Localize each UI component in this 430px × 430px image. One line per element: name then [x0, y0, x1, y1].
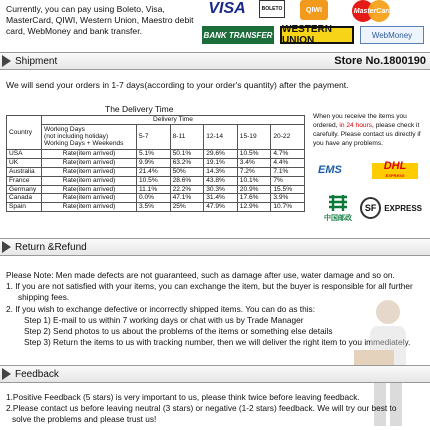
rate-cell: 20.9%: [237, 185, 271, 194]
table-subheader-row: [7, 124, 305, 149]
rate-cell: 9.9%: [137, 158, 171, 167]
rate-cell: 15.5%: [271, 185, 305, 194]
rate-cell: 21.4%: [137, 167, 171, 176]
arrow-right-icon: [2, 241, 11, 253]
table-row: [7, 185, 305, 194]
feedback-text: [6, 392, 428, 425]
country-cell: France: [7, 176, 42, 185]
table-row: [7, 203, 305, 212]
qiwi-logo: QIWI: [300, 0, 328, 20]
receive-note-highlight: in 24 hours: [339, 122, 373, 129]
country-cell: USA: [7, 149, 42, 158]
rate-cell: 3.5%: [137, 203, 171, 212]
rate-cell: 63.2%: [170, 158, 204, 167]
rate-cell: 3.4%: [237, 158, 271, 167]
rate-cell: 3.9%: [271, 194, 305, 203]
country-cell: Australia: [7, 167, 42, 176]
visa-logo: VISA: [208, 0, 246, 17]
rate-cell: 31.4%: [204, 194, 238, 203]
country-cell: Canada: [7, 194, 42, 203]
return-step2: Step 2) Send photos to us about the problems of the items or something else details: [24, 326, 333, 337]
country-cell: Germany: [7, 185, 42, 194]
sf-express-text: EXPRESS: [384, 203, 422, 213]
table-row: [7, 176, 305, 185]
table-header-country: Country: [7, 116, 42, 150]
sf-circle-icon: [360, 197, 381, 219]
dhl-express-text: EXPRESS: [385, 173, 405, 178]
rate-cell: 14.3%: [204, 167, 238, 176]
table-header-row: [7, 116, 305, 125]
rate-cell: 4.4%: [271, 158, 305, 167]
boleto-logo-text: BOLETO: [261, 6, 283, 12]
rate-cell: 5.1%: [137, 149, 171, 158]
mastercard-logo-text: MasterCard: [353, 7, 393, 15]
payment-text: Currently, you can pay using Boleto, Visa, MasterCard, QIWI, Western Union, Maestro debit card, WebMoney and bank transfer.: [6, 4, 194, 36]
rate-cell: 50%: [170, 167, 204, 176]
rate-label-cell: Rate(item arrived): [42, 185, 137, 194]
weekends-label: Working Days + Weekends: [44, 140, 124, 148]
rate-cell: 50.1%: [170, 149, 204, 158]
return-step1: Step 1) E-mail to us within 7 working days or chat with us by Trade Manager: [24, 314, 304, 325]
rate-cell: 7.2%: [237, 167, 271, 176]
rate-cell: 7.1%: [271, 167, 305, 176]
return-refund-title: Return &Refund: [15, 242, 87, 253]
return-p2: 2. If you wish to exchange defective or incorrectly shipped items. You can do as this:: [6, 303, 316, 314]
rate-cell: 25%: [170, 203, 204, 212]
rate-cell: 12.9%: [237, 203, 271, 212]
table-header-delivery: Delivery Time: [42, 116, 305, 125]
table-row: [7, 149, 305, 158]
china-post-logo: [320, 190, 356, 226]
return-refund-header: [0, 238, 430, 256]
range-cell: 12-14: [204, 124, 238, 149]
rate-cell: 0.0%: [137, 194, 171, 203]
rate-cell: 47.1%: [170, 194, 204, 203]
rate-label-cell: Rate(item arrived): [42, 176, 137, 185]
rate-cell: 29.6%: [204, 149, 238, 158]
arrow-right-icon: [2, 368, 11, 380]
shipment-title: Shipment: [15, 56, 58, 67]
rate-label-cell: Rate(item arrived): [42, 158, 137, 167]
return-p1b: shipping fees.: [18, 292, 70, 303]
rate-label-cell: Rate(item arrived): [42, 167, 137, 176]
sf-express-logo: [360, 195, 422, 221]
sf-text: SF: [364, 203, 377, 213]
receive-note-b: , please check it carefully. Please contact us directly if you have any problems.: [313, 122, 421, 147]
feedback-p2b: solve the problems and please trust us!: [12, 414, 157, 424]
feedback-header: [0, 365, 430, 383]
shipment-header: [0, 52, 430, 70]
china-post-emblem-icon: [327, 193, 349, 213]
rate-cell: 4.7%: [271, 149, 305, 158]
range-cell: 20-22: [271, 124, 305, 149]
rate-label-cell: Rate(item arrived): [42, 149, 137, 158]
table-working-days: [42, 124, 137, 149]
dhl-logo-text: DHL: [383, 160, 407, 172]
rate-cell: 10.5%: [137, 176, 171, 185]
boleto-logo: [259, 0, 285, 18]
country-cell: Spain: [7, 203, 42, 212]
shipment-intro: We will send your orders in 1-7 days(according to your order's quantity) after the payment.: [6, 80, 349, 90]
range-cell: 8-11: [170, 124, 204, 149]
ems-logo: EMS: [318, 164, 342, 176]
table-row: [7, 194, 305, 203]
rate-cell: 10.1%: [237, 176, 271, 185]
rate-cell: 7%: [271, 176, 305, 185]
feedback-title: Feedback: [15, 369, 59, 380]
receive-note-a: When you receive the items you ordered,: [313, 113, 407, 129]
webmoney-logo: WebMoney: [360, 26, 424, 44]
rate-cell: 22.2%: [170, 185, 204, 194]
table-row: [7, 167, 305, 176]
rate-cell: 17.6%: [237, 194, 271, 203]
return-note: Please Note: Men made defects are not guaranteed, such as damage after use, water damage and so on.: [6, 270, 395, 280]
rate-cell: 28.6%: [170, 176, 204, 185]
working-days-label: Working Days: [44, 126, 85, 134]
store-number: Store No.1800190: [334, 55, 426, 67]
mastercard-logo: [348, 0, 398, 22]
feedback-p2: 2.Please contact us before leaving neutral (3 stars) or negative (1-2 stars) feedback. We will try our best to: [6, 403, 397, 413]
rate-cell: 19.1%: [204, 158, 238, 167]
receive-note: [313, 112, 428, 148]
not-including-label: (not including holiday): [44, 133, 109, 141]
rate-cell: 43.8%: [204, 176, 238, 185]
rate-cell: 10.7%: [271, 203, 305, 212]
rate-label-cell: Rate(item arrived): [42, 194, 137, 203]
western-union-logo: WESTERN UNION: [280, 26, 354, 44]
country-cell: UK: [7, 158, 42, 167]
rate-label-cell: Rate(item arrived): [42, 203, 137, 212]
rate-cell: 47.9%: [204, 203, 238, 212]
arrow-right-icon: [2, 55, 11, 67]
range-cell: 5-7: [137, 124, 171, 149]
feedback-p1: 1.Positive Feedback (5 stars) is very important to us, please think twice before leaving feedback.: [6, 392, 360, 402]
dhl-logo: [372, 160, 418, 179]
rate-cell: 11.1%: [137, 185, 171, 194]
rate-cell: 30.3%: [204, 185, 238, 194]
return-p1: 1. If you are not satisfied with your items, you can exchange the item, but the buyer is responsible for all further: [6, 281, 413, 292]
delivery-time-table: [6, 115, 305, 212]
return-step3: Step 3) Return the items to us with tracking number, then we will deliver the right item to you immediately.: [24, 337, 411, 348]
delivery-table-title: The Delivery Time: [105, 104, 174, 114]
table-row: [7, 158, 305, 167]
china-post-text: 中国邮政: [324, 215, 352, 222]
range-cell: 15-19: [237, 124, 271, 149]
rate-cell: 10.5%: [237, 149, 271, 158]
bank-transfer-logo: BANK TRANSFER: [202, 26, 274, 44]
